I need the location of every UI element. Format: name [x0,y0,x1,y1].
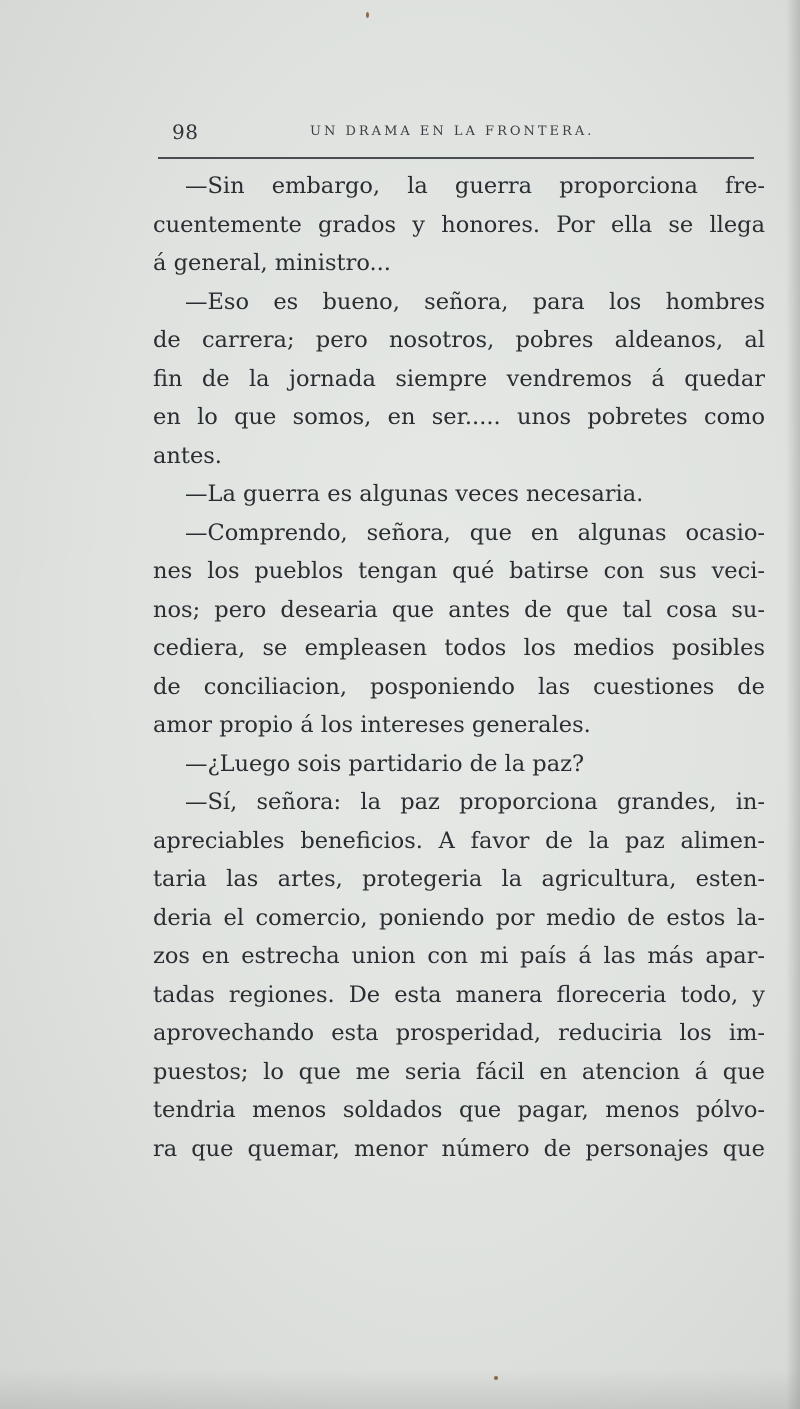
text-line: á general, ministro... [153,250,391,276]
page-bottom-shadow [0,1369,800,1409]
text-line: nes los pueblos tengan qué batirse con sus veci- [153,558,765,584]
text-line: tadas regiones. De esta manera floreceria todo, y [153,981,765,1008]
text-line: deria el comercio, poniendo por medio de estos la- [153,904,765,931]
text-line: —Sí, señora: la paz proporciona grandes, in- [185,789,765,815]
text-line: antes. [153,442,222,469]
text-line: —¿Luego sois partidario de la paz? [185,750,585,777]
header-rule [158,157,754,159]
text-line: taria las artes, protegeria la agricultura, esten- [153,866,765,892]
text-line: de carrera; pero nosotros, pobres aldeanos, al [153,327,765,353]
ink-speck [366,12,369,18]
body-text [153,167,765,1168]
text-line: —Sin embargo, la guerra proporciona fre- [185,173,765,199]
text-line: fin de la jornada siempre vendremos á quedar [153,365,765,392]
text-line: cediera, se empleasen todos los medios posibles [153,635,765,661]
ink-speck [494,1376,498,1380]
text-line: aprovechando esta prosperidad, reduciria los im- [153,1020,765,1046]
page-number: 98 [172,120,199,144]
text-line: amor propio á los intereses generales. [153,712,591,738]
text-line: —La guerra es algunas veces necesaria. [185,481,644,507]
text-line: de conciliacion, posponiendo las cuestiones de [153,673,765,700]
page-edge-shadow [786,0,800,1409]
text-line: cuentemente grados y honores. Por ella se llega [153,211,765,238]
text-line: ra que quemar, menor número de personajes que [153,1135,765,1162]
text-line: —Comprendo, señora, que en algunas ocasio- [185,519,765,546]
text-line: apreciables beneficios. A favor de la paz alimen- [153,827,765,854]
text-line: zos en estrecha union con mi país á las más apar- [153,943,765,969]
text-line: en lo que somos, en ser..... unos pobretes como [153,404,765,430]
text-line: —Eso es bueno, señora, para los hombres [185,288,765,315]
running-title: UN DRAMA EN LA FRONTERA. [310,124,595,139]
running-head [158,118,754,148]
text-line: nos; pero desearia que antes de que tal cosa su- [153,596,765,623]
text-line: tendria menos soldados que pagar, menos pólvo- [153,1097,765,1123]
text-line: puestos; lo que me seria fácil en atencion á que [153,1058,765,1085]
